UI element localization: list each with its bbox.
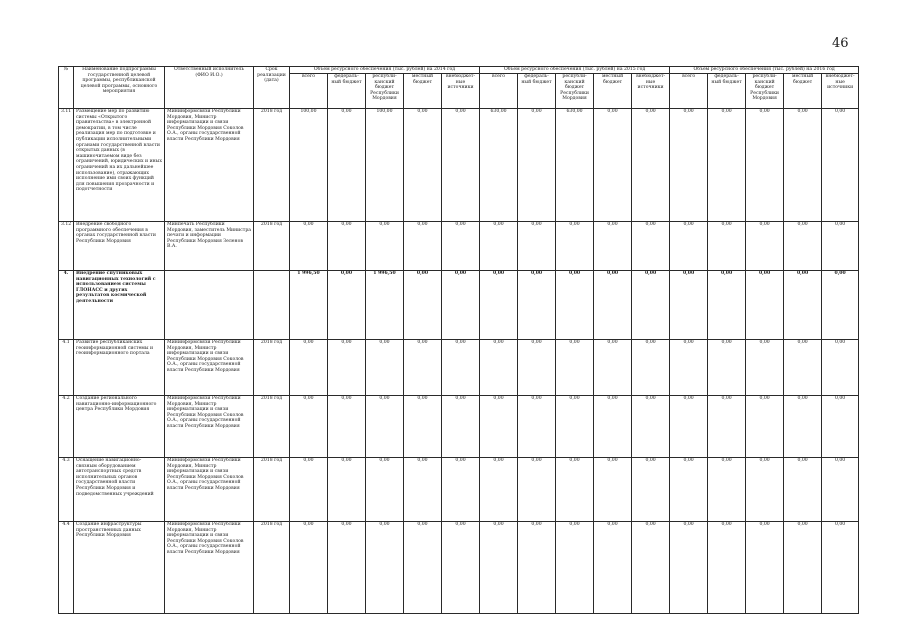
value-cell: 0,00: [632, 222, 670, 271]
value-cell: 0,00: [632, 458, 670, 522]
row-responsible: Мининформсвязи Республики Мордовия, Министр информатизации и связи Республики Мордовия Соколов О.А., органы государственной власти Республики Мордовия: [165, 396, 254, 458]
value-cell: 0,00: [670, 396, 708, 458]
value-cell: 0,00: [328, 222, 366, 271]
value-cell: 630,00: [556, 109, 594, 222]
value-cell: 100,00: [366, 109, 404, 222]
row-name: Внедрение спутниковых навигационных технологий с использованием системы ГЛОНАСС и других результатов космической деятельности: [74, 271, 165, 340]
value-cell: 0,00: [594, 340, 632, 396]
value-cell: 0,00: [594, 109, 632, 222]
row-number: 4.3: [59, 458, 74, 522]
value-cell: 0,00: [556, 522, 594, 614]
value-cell: 0,00: [632, 396, 670, 458]
value-cell: 0,00: [822, 458, 859, 522]
value-cell: 0,00: [708, 222, 746, 271]
value-cell: 0,00: [708, 458, 746, 522]
value-cell: 0,00: [746, 458, 784, 522]
value-cell: 0,00: [404, 458, 442, 522]
value-cell: 0,00: [442, 396, 480, 458]
value-cell: 0,00: [594, 458, 632, 522]
value-cell: 0,00: [670, 522, 708, 614]
value-cell: 0,00: [480, 271, 518, 340]
row-responsible: Мининформсвязи Республики Мордовия, Министр информатизации и связи Республики Мордовия Соколов О.А., органы государственной власти Республики Мордовия: [165, 458, 254, 522]
value-cell: 0,00: [784, 222, 822, 271]
subcol-total: всего: [670, 74, 708, 109]
subcol-republic: республи-канский бюджет Республики Мордовия: [556, 74, 594, 109]
value-cell: 0,00: [556, 271, 594, 340]
value-cell: 0,00: [784, 271, 822, 340]
value-cell: 0,00: [822, 271, 859, 340]
value-cell: 0,00: [746, 109, 784, 222]
row-responsible: Минпечать Республики Мордовия, заместитель Министра печати и информации Республики Мордовия Зеленов В.А.: [165, 222, 254, 271]
value-cell: 0,00: [670, 271, 708, 340]
value-cell: 0,00: [784, 522, 822, 614]
value-cell: 0,00: [518, 396, 556, 458]
subcol-local: местный бюджет: [404, 74, 442, 109]
table-row: [59, 222, 859, 271]
value-cell: 0,00: [290, 396, 328, 458]
value-cell: 0,00: [442, 458, 480, 522]
subcol-offbudget: внебюджет-ные источники: [442, 74, 480, 109]
row-term: 2018 год: [254, 458, 290, 522]
header-term: Срок реализации (дата): [254, 67, 290, 109]
value-cell: 0,00: [366, 396, 404, 458]
subcol-federal: федераль-ный бюджет: [708, 74, 746, 109]
value-cell: 0,00: [632, 109, 670, 222]
subcol-republic: республи-канский бюджет Республики Мордовия: [746, 74, 784, 109]
table-row: [59, 396, 859, 458]
value-cell: 0,00: [670, 458, 708, 522]
value-cell: 0,00: [442, 271, 480, 340]
value-cell: 0,00: [404, 222, 442, 271]
value-cell: 0,00: [708, 109, 746, 222]
row-number: 4.: [59, 271, 74, 340]
value-cell: 0,00: [708, 396, 746, 458]
value-cell: 0,00: [746, 396, 784, 458]
subcol-offbudget: внебюджет-ные источники: [822, 74, 859, 109]
value-cell: 0,00: [670, 222, 708, 271]
value-cell: 0,00: [670, 340, 708, 396]
value-cell: 0,00: [290, 340, 328, 396]
value-cell: 0,00: [290, 522, 328, 614]
table-row: [59, 522, 859, 614]
row-name: Размещение мер по развитию системы «Открытого правительства» в электронной демократии, в том числе реализация мер по подготовке и публикации исполнительными органами государственной власти открытых данных (в машиночитаемом виде без ограничений, юридических и иных ограничений на их дальнейшее использование), отражающих исполнение ими своих функций для повышения прозрачности и подотчетности: [74, 109, 165, 222]
value-cell: 0,00: [594, 522, 632, 614]
value-cell: 0,00: [784, 396, 822, 458]
value-cell: 0,00: [708, 522, 746, 614]
value-cell: 0,00: [556, 340, 594, 396]
value-cell: 0,00: [556, 396, 594, 458]
row-term: 2018 год: [254, 340, 290, 396]
table-row: [59, 340, 859, 396]
header-year-2016: Объем ресурсного обеспечения (тыс. рублей) на 2016 год: [670, 67, 859, 74]
value-cell: 0,00: [404, 522, 442, 614]
value-cell: 0,00: [442, 109, 480, 222]
row-number: 4.1: [59, 340, 74, 396]
value-cell: 0,00: [746, 522, 784, 614]
row-number: 4.2: [59, 396, 74, 458]
value-cell: 1 996,50: [366, 271, 404, 340]
value-cell: 0,00: [746, 271, 784, 340]
subcol-total: всего: [480, 74, 518, 109]
value-cell: 0,00: [290, 458, 328, 522]
value-cell: 0,00: [594, 396, 632, 458]
subcol-federal: федераль-ный бюджет: [328, 74, 366, 109]
value-cell: 0,00: [480, 458, 518, 522]
value-cell: 0,00: [632, 340, 670, 396]
value-cell: 0,00: [518, 340, 556, 396]
value-cell: 0,00: [518, 458, 556, 522]
value-cell: 0,00: [784, 458, 822, 522]
subcol-federal: федераль-ный бюджет: [518, 74, 556, 109]
row-term: [254, 271, 290, 340]
value-cell: 0,00: [480, 396, 518, 458]
value-cell: 0,00: [366, 340, 404, 396]
row-name: Создание регионального навигационно-информационного центра Республики Мордовия: [74, 396, 165, 458]
table-row: [59, 271, 859, 340]
value-cell: 0,00: [784, 109, 822, 222]
value-cell: 0,00: [822, 522, 859, 614]
value-cell: 0,00: [328, 522, 366, 614]
value-cell: 0,00: [708, 271, 746, 340]
value-cell: 0,00: [556, 222, 594, 271]
header-responsible: Ответственный исполнитель (ФИО И.О.): [165, 67, 254, 109]
value-cell: 0,00: [556, 458, 594, 522]
value-cell: 0,00: [518, 222, 556, 271]
value-cell: 0,00: [366, 522, 404, 614]
value-cell: 0,00: [328, 396, 366, 458]
value-cell: 0,00: [594, 271, 632, 340]
value-cell: 0,00: [404, 109, 442, 222]
row-name: Создание инфраструктуры пространственных данных Республики Мордовия: [74, 522, 165, 614]
value-cell: 0,00: [746, 222, 784, 271]
page-number: 46: [832, 36, 849, 51]
value-cell: 0,00: [708, 340, 746, 396]
value-cell: 0,00: [822, 340, 859, 396]
row-responsible: Мининформсвязи Республики Мордовия, Министр информатизации и связи Республики Мордовия Соколов О.А., органы государственной власти Республики Мордовия: [165, 109, 254, 222]
value-cell: 0,00: [746, 340, 784, 396]
value-cell: 0,00: [404, 396, 442, 458]
row-term: 2018 год: [254, 396, 290, 458]
row-responsible: Мининформсвязи Республики Мордовия, Министр информатизации и связи Республики Мордовия Соколов О.А., органы государственной власти Республики Мордовия: [165, 340, 254, 396]
value-cell: 0,00: [822, 109, 859, 222]
row-term: 2018 год: [254, 222, 290, 271]
value-cell: 0,00: [632, 522, 670, 614]
value-cell: 0,00: [670, 109, 708, 222]
row-number: 3.12: [59, 222, 74, 271]
value-cell: 1 996,50: [290, 271, 328, 340]
value-cell: 0,00: [328, 271, 366, 340]
value-cell: 630,00: [480, 109, 518, 222]
table-row: [59, 109, 859, 222]
table-row: [59, 458, 859, 522]
header-year-2014: Объем ресурсного обеспечения (тыс. рублей) на 2014 год: [290, 67, 480, 74]
row-term: 2018 год: [254, 109, 290, 222]
row-number: 3.11: [59, 109, 74, 222]
value-cell: 0,00: [442, 522, 480, 614]
row-responsible: Мининформсвязи Республики Мордовия, Министр информатизации и связи Республики Мордовия Соколов О.А., органы государственной власти Республики Мордовия: [165, 522, 254, 614]
value-cell: 0,00: [784, 340, 822, 396]
value-cell: 0,00: [404, 340, 442, 396]
row-name: Оснащение навигационно-связным оборудованием автотранспортных средств исполнительных органов государственной власти Республики Мордовия и подведомственных учреждений: [74, 458, 165, 522]
subcol-republic: республи-канский бюджет Республики Мордовия: [366, 74, 404, 109]
value-cell: 0,00: [594, 222, 632, 271]
value-cell: 0,00: [822, 396, 859, 458]
row-term: 2018 год: [254, 522, 290, 614]
value-cell: 0,00: [822, 222, 859, 271]
value-cell: 0,00: [480, 340, 518, 396]
value-cell: 0,00: [366, 222, 404, 271]
row-name: Развитие республиканских геоинформационной системы и геоинформационного портала: [74, 340, 165, 396]
value-cell: 0,00: [328, 340, 366, 396]
value-cell: 0,00: [518, 109, 556, 222]
value-cell: 0,00: [328, 458, 366, 522]
subcol-total: всего: [290, 74, 328, 109]
subcol-offbudget: внебюджет-ные источники: [632, 74, 670, 109]
value-cell: 0,00: [518, 271, 556, 340]
value-cell: 0,00: [480, 522, 518, 614]
value-cell: 0,00: [480, 222, 518, 271]
budget-table: [58, 66, 859, 614]
value-cell: 0,00: [442, 222, 480, 271]
row-name: Внедрение свободного программного обеспечения в органах государственной власти Республики Мордовия: [74, 222, 165, 271]
value-cell: 100,00: [290, 109, 328, 222]
value-cell: 0,00: [632, 271, 670, 340]
subcol-local: местный бюджет: [784, 74, 822, 109]
value-cell: 0,00: [290, 222, 328, 271]
header-year-2015: Объем ресурсного обеспечения (тыс. рублей) на 2015 год: [480, 67, 670, 74]
row-number: 4.4: [59, 522, 74, 614]
header-name: Наименование подпрограммы государственной целевой программы, республиканской целевой программы, основного мероприятия: [74, 67, 165, 109]
value-cell: 0,00: [404, 271, 442, 340]
header-no: №: [59, 67, 74, 109]
value-cell: 0,00: [328, 109, 366, 222]
value-cell: 0,00: [442, 340, 480, 396]
value-cell: 0,00: [518, 522, 556, 614]
subcol-local: местный бюджет: [594, 74, 632, 109]
row-responsible: [165, 271, 254, 340]
value-cell: 0,00: [366, 458, 404, 522]
